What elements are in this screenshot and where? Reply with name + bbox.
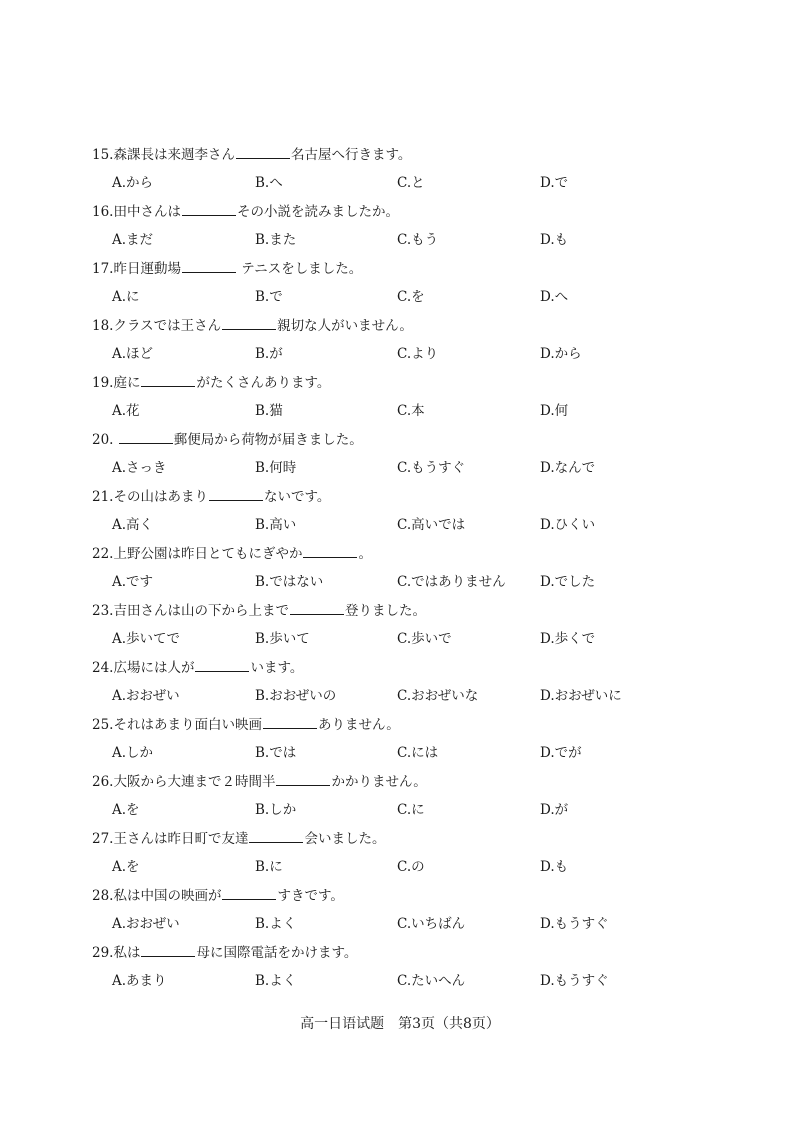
question-stem [92, 540, 372, 568]
option-d: D.ひくい [540, 517, 596, 533]
question-stem [92, 369, 330, 397]
option-d: D.でした [540, 574, 596, 590]
answer-blank [222, 885, 276, 900]
option-c: C.と [397, 175, 425, 191]
question-text-before-blank: 広場には人が [113, 660, 195, 676]
question-text-after-blank: 。 [358, 546, 372, 562]
question-number: 29. [92, 945, 114, 961]
question-item [92, 825, 712, 882]
option-a: A.高く [112, 517, 154, 533]
answer-blank [195, 657, 249, 672]
answer-options [112, 853, 712, 882]
question-item [92, 141, 712, 198]
question-number: 27. [92, 831, 114, 847]
answer-blank [249, 828, 303, 843]
question-item [92, 768, 712, 825]
question-item [92, 654, 712, 711]
answer-options [112, 739, 712, 768]
question-text-after-blank: すきです。 [277, 888, 344, 904]
question-item [92, 711, 712, 768]
answer-options [112, 340, 712, 369]
question-text-after-blank: 親切な人がいません。 [277, 318, 413, 334]
question-stem [92, 654, 303, 682]
option-b: B.よく [255, 973, 297, 989]
option-c: C.高いでは [397, 517, 466, 533]
question-stem [92, 768, 427, 796]
question-text-before-blank: クラスでは王さん [113, 318, 222, 334]
answer-blank [182, 258, 236, 273]
question-number: 16. [92, 204, 114, 220]
question-list [92, 141, 712, 996]
option-c: C.歩いで [397, 631, 452, 647]
question-text-after-blank: 登りました。 [344, 603, 426, 619]
answer-blank [141, 372, 195, 387]
question-text-before-blank: 王さんは昨日町で友達 [113, 831, 249, 847]
question-stem [92, 312, 413, 340]
question-number: 25. [92, 717, 114, 733]
question-number: 21. [92, 489, 114, 505]
question-stem [92, 882, 344, 910]
question-number: 22. [92, 546, 114, 562]
option-b: B.しか [255, 802, 297, 818]
page-footer: 高一日语试题 第3页（共8页） [300, 1016, 500, 1032]
option-d: D.へ [540, 289, 569, 305]
option-d: D.で [540, 175, 569, 191]
option-a: A.に [112, 289, 140, 305]
question-text-after-blank: 会いました。 [304, 831, 386, 847]
answer-options [112, 910, 712, 939]
answer-options [112, 967, 712, 996]
option-d: D.おおぜいに [540, 688, 622, 704]
answer-blank [236, 144, 290, 159]
option-c: C.に [397, 802, 425, 818]
question-number: 17. [92, 261, 114, 277]
option-b: B.へ [255, 175, 283, 191]
option-d: D.なんで [540, 460, 596, 476]
question-text-before-blank: 田中さんは [113, 204, 181, 220]
option-c: C.いちばん [397, 916, 466, 932]
option-a: A.です [112, 574, 154, 590]
option-a: A.を [112, 859, 140, 875]
question-text-after-blank: 名古屋へ行きます。 [290, 147, 412, 163]
question-number: 15. [92, 147, 114, 163]
question-text-before-blank: 昨日運動場 [113, 261, 181, 277]
option-b: B.よく [255, 916, 297, 932]
question-item [92, 198, 712, 255]
option-a: A.あまり [112, 973, 167, 989]
question-stem [92, 597, 426, 625]
question-stem [92, 255, 362, 283]
option-a: A.しか [112, 745, 154, 761]
option-d: D.から [540, 346, 582, 362]
question-stem [92, 198, 399, 226]
option-d: D.でが [540, 745, 582, 761]
option-b: B.に [255, 859, 283, 875]
answer-blank [290, 600, 344, 615]
question-item [92, 540, 712, 597]
question-number: 20. [92, 432, 114, 448]
question-number: 23. [92, 603, 114, 619]
answer-blank [182, 201, 236, 216]
question-stem [92, 711, 400, 739]
option-a: A.ほど [112, 346, 154, 362]
answer-options [112, 169, 712, 198]
option-d: D.もうすぐ [540, 973, 609, 989]
option-d: D.も [540, 232, 569, 248]
option-d: D.も [540, 859, 569, 875]
option-c: C.ではありません [397, 574, 506, 590]
question-text-after-blank: かかりません。 [331, 774, 427, 790]
option-b: B.おおぜいの [255, 688, 337, 704]
question-text-after-blank: ありません。 [317, 717, 400, 733]
question-number: 28. [92, 888, 114, 904]
option-b: B.で [255, 289, 283, 305]
answer-options [112, 625, 712, 654]
option-a: A.歩いてで [112, 631, 181, 647]
answer-options [112, 796, 712, 825]
question-text-before-blank [113, 432, 117, 448]
question-number: 19. [92, 375, 114, 391]
question-text-after-blank: テニスをしました。 [236, 261, 363, 277]
answer-blank [141, 942, 195, 957]
option-b: B.ではない [255, 574, 324, 590]
question-text-before-blank: 大阪から大連まで２時間半 [113, 774, 276, 790]
question-item [92, 426, 712, 483]
option-c: C.を [397, 289, 425, 305]
answer-options [112, 568, 712, 597]
option-c: C.たいへん [397, 973, 466, 989]
question-text-before-blank: それはあまり面白い映画 [113, 717, 262, 733]
question-text-after-blank: 母に国際電話をかけます。 [196, 945, 358, 961]
question-text-after-blank: ないです。 [263, 489, 331, 505]
answer-options [112, 682, 712, 711]
answer-options [112, 397, 712, 426]
question-text-before-blank: 上野公園は昨日とてもにぎやか [113, 546, 303, 562]
option-c: C.には [397, 745, 439, 761]
option-c: C.もうすぐ [397, 460, 466, 476]
question-text-before-blank: 私は中国の映画が [113, 888, 222, 904]
question-text-after-blank: います。 [250, 660, 304, 676]
answer-options [112, 283, 712, 312]
option-a: A.さっき [112, 460, 167, 476]
answer-options [112, 511, 712, 540]
option-c: C.もう [397, 232, 439, 248]
option-d: D.もうすぐ [540, 916, 609, 932]
option-a: A.花 [112, 403, 140, 419]
answer-blank [276, 771, 330, 786]
question-item [92, 483, 712, 540]
question-text-before-blank: その山はあまり [113, 489, 208, 505]
question-number: 24. [92, 660, 114, 676]
option-d: D.が [540, 802, 569, 818]
option-d: D.何 [540, 403, 569, 419]
option-a: A.から [112, 175, 154, 191]
option-a: A.まだ [112, 232, 154, 248]
answer-blank [209, 486, 263, 501]
answer-blank [303, 543, 357, 558]
question-text-after-blank: 郵便局から荷物が届きました。 [173, 432, 363, 448]
question-item [92, 255, 712, 312]
question-stem [92, 483, 330, 511]
option-a: A.おおぜい [112, 916, 180, 932]
option-c: C.より [397, 346, 439, 362]
option-a: A.を [112, 802, 140, 818]
question-text-before-blank: 吉田さんは山の下から上まで [113, 603, 289, 619]
question-text-before-blank: 私は [113, 945, 141, 961]
answer-options [112, 226, 712, 255]
question-number: 18. [92, 318, 114, 334]
option-c: C.おおぜいな [397, 688, 479, 704]
question-item [92, 882, 712, 939]
question-stem [92, 426, 363, 454]
question-item [92, 597, 712, 654]
answer-options [112, 454, 712, 483]
answer-blank [263, 714, 317, 729]
question-text-after-blank: その小説を読みましたか。 [236, 204, 399, 220]
answer-blank [222, 315, 276, 330]
option-b: B.高い [255, 517, 297, 533]
question-item [92, 312, 712, 369]
option-b: B.猫 [255, 403, 283, 419]
option-b: B.また [255, 232, 297, 248]
question-stem [92, 825, 385, 853]
question-item [92, 369, 712, 426]
question-text-after-blank: がたくさんあります。 [196, 375, 331, 391]
answer-blank [119, 429, 173, 444]
option-b: B.何時 [255, 460, 297, 476]
question-stem [92, 141, 411, 169]
option-b: B.が [255, 346, 283, 362]
question-text-before-blank: 庭に [113, 375, 141, 391]
question-item [92, 939, 712, 996]
option-a: A.おおぜい [112, 688, 180, 704]
option-c: C.本 [397, 403, 425, 419]
question-stem [92, 939, 357, 967]
option-b: B.では [255, 745, 297, 761]
option-c: C.の [397, 859, 425, 875]
question-number: 26. [92, 774, 114, 790]
option-b: B.歩いて [255, 631, 310, 647]
question-text-before-blank: 森課長は来週李さん [113, 147, 235, 163]
option-d: D.歩くで [540, 631, 596, 647]
